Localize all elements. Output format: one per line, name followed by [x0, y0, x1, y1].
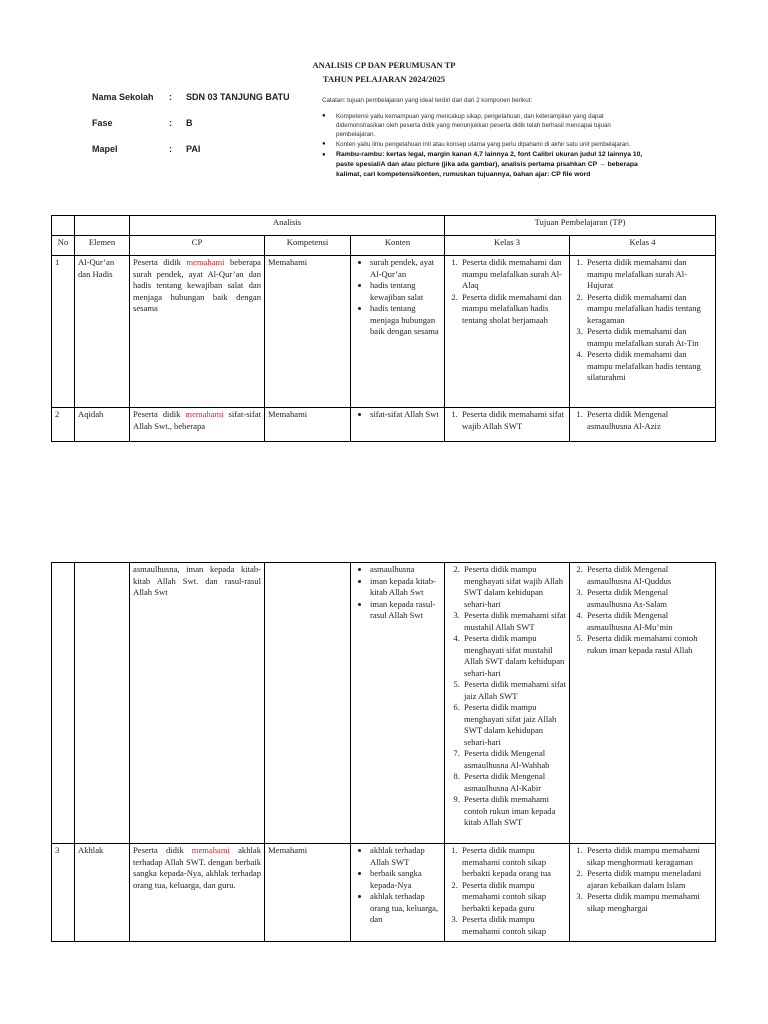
notes-list — [322, 112, 648, 180]
col-header-konten: Konten — [351, 236, 445, 256]
cp-text: akhlak terhadap Allah SWT. dengan berbaik sangka kepada-Nya, akhlak terhadap orang tua, keluarga, dan guru. — [133, 845, 262, 890]
list-item: 1. Peserta didik memahami dan mampu melafalkan surah Al-Alaq — [460, 257, 566, 292]
cell-konten — [351, 844, 445, 942]
cell-kelas4 — [570, 408, 716, 442]
list-item: 8. Peserta didik Mengenal asmaulhusna Al-Kabir — [462, 771, 566, 794]
info-label: Fase — [92, 118, 113, 128]
list-item: 7. Peserta didik Mengenal asmaulhusna Al-Wahhab — [462, 748, 566, 771]
list-item: • iman kepada kitab-kitab Allah Swt — [370, 576, 441, 599]
note-item: ● Rambu-rambu: kertas legal, margin kanan 4,7 lainnya 2, font Calibri ukuran judul 12 lainnya 10, paste spesial/A dan atau picture (jika ada gambar), analisis pertama pisahkan CP → beberapa kalimat, cari kompetensi/konten, rumuskan tujuannya, bahan ajar: CP file word — [322, 150, 648, 180]
cell-elemen: Al-Qur’an dan Hadis — [75, 256, 130, 408]
info-colon: : — [169, 92, 172, 102]
cp-keyword: memahami — [186, 257, 225, 267]
cp-text: beberapa surah pendek, ayat Al-Qur’an dan hadis tentang kewajiban salat dan menjaga hubungan baik dengan sesama — [133, 257, 261, 313]
cell-kelas3 — [445, 844, 570, 942]
cell-kelas4 — [570, 256, 716, 408]
list-item: • hadis tentang kewajiban salat — [370, 280, 441, 303]
list-item: 4. Peserta didik mampu menghayati sifat mustahil Allah SWT dalam kehidupan sehari-hari — [462, 633, 566, 679]
table-row — [52, 563, 716, 844]
cell-kompetensi: Memahami — [265, 844, 351, 942]
cell-elemen: Aqidah — [75, 408, 130, 442]
list-item: 5. Peserta didik memahami contoh rukun iman kepada rasul Allah — [585, 633, 712, 656]
group-header-tp: Tujuan Pembelajaran (TP) — [445, 216, 716, 236]
list-item: 1. Peserta didik mampu memahami contoh sikap berbakti kepada orang tua — [460, 845, 566, 880]
col-header-cp: CP — [130, 236, 265, 256]
list-item: 3. Peserta didik memahami dan mampu melafalkan surah At-Tin — [585, 326, 712, 349]
cell-no: 3 — [52, 844, 75, 942]
list-item: • asmaulhusna — [370, 564, 441, 576]
list-item: 3. Peserta didik memahami sifat mustahil Allah SWT — [462, 610, 566, 633]
cell-no: 2 — [52, 408, 75, 442]
info-colon: : — [169, 144, 172, 154]
list-item: 1. Peserta didik Mengenal asmaulhusna Al-Aziz — [585, 409, 712, 432]
list-item: 2. Peserta didik Mengenal asmaulhusna Al-Quddus — [585, 564, 712, 587]
cell-kelas3 — [445, 408, 570, 442]
notes-heading: Catatan: tujuan pembelajaran yang ideal terdiri dari dari 2 komponen berikut: — [322, 97, 533, 104]
list-item: • iman kepada rasul-rasul Allah Swt — [370, 599, 441, 622]
cell-kompetensi: Memahami — [265, 408, 351, 442]
analysis-table-part-1 — [51, 215, 716, 442]
cp-text: sifat-sifat Allah Swt., beberapa — [133, 409, 261, 431]
note-item: ● Kompetensi yaitu kemampuan yang mencakup sikap, pengetahuan, dan keterampilan yang dapat didemonstrasikan oleh peserta didik yang menunjukkan peserta didik telah berhasil mencapai tujuan pembelajaran. — [322, 112, 648, 139]
title-line-2: TAHUN PELAJARAN 2024/2025 — [322, 74, 446, 84]
info-value: PAI — [186, 144, 201, 154]
cell-konten — [351, 563, 445, 844]
list-item: • sifat-sifat Allah Swt — [370, 409, 441, 421]
cp-text: Peserta didik — [133, 257, 181, 267]
col-header-no: No — [52, 236, 75, 256]
table-row — [52, 256, 716, 408]
cell-elemen: Akhlak — [75, 844, 130, 942]
list-item: • berbaik sangka kepada-Nya — [370, 868, 441, 891]
list-item: • akhlak terhadap orang tua, keluarga, dan — [370, 891, 441, 926]
table-group-header-row — [52, 216, 716, 236]
cell-kelas4 — [570, 844, 716, 942]
table-header-row — [52, 236, 716, 256]
info-value: SDN 03 TANJUNG BATU — [186, 92, 290, 102]
list-item: • akhlak terhadap Allah SWT — [370, 845, 441, 868]
cell-kelas3 — [445, 563, 570, 844]
list-item: 1. Peserta didik mampu memahami sikap menghormati keragaman — [585, 845, 712, 868]
list-item: • surah pendek, ayat Al-Qur’an — [370, 257, 441, 280]
list-item: 2. Peserta didik mampu meneladani ajaran kebaikan dalam Islam — [585, 868, 712, 891]
cell-konten — [351, 408, 445, 442]
cell-cp: asmaulhusna, iman kepada kitab-kitab Allah Swt. dan rasul-rasul Allah Swt — [130, 563, 265, 844]
info-colon: : — [169, 118, 172, 128]
info-label: Nama Sekolah — [92, 92, 154, 102]
table-row — [52, 844, 716, 942]
title-line-1: ANALISIS CP DAN PERUMUSAN TP — [312, 60, 456, 70]
col-header-elemen: Elemen — [75, 236, 130, 256]
cp-keyword: memahami — [185, 409, 224, 419]
list-item: 2. Peserta didik memahami dan mampu melafalkan hadis tentang keragaman — [585, 292, 712, 327]
col-header-kelas3: Kelas 3 — [445, 236, 570, 256]
cp-text: Peserta didik — [133, 845, 184, 855]
cell-kelas4 — [570, 563, 716, 844]
cell-konten — [351, 256, 445, 408]
cell-cp — [130, 844, 265, 942]
note-item: ● Konten yaitu ilmu pengetahuan inti atau konsep utama yang perlu dipahami di akhir satu unit pembelajaran. — [322, 140, 648, 149]
list-item: 3. Peserta didik mampu memahami sikap menghargai — [585, 891, 712, 914]
cell-kompetensi: Memahami — [265, 256, 351, 408]
list-item: 2. Peserta didik mampu menghayati sifat wajib Allah SWT dalam kehidupan sehari-hari — [462, 564, 566, 610]
list-item: 2. Peserta didik memahami dan mampu melafalkan hadis tentang sholat berjamaah — [460, 292, 566, 327]
col-header-kelas4: Kelas 4 — [570, 236, 716, 256]
cell-kelas3 — [445, 256, 570, 408]
list-item: 1. Peserta didik memahami dan mampu melafalkan surah Al-Hujurat — [585, 257, 712, 292]
group-header-analisis: Analisis — [130, 216, 445, 236]
list-item: 1. Peserta didik memahami sifat wajib Allah SWT — [460, 409, 566, 432]
list-item: • hadis tentang menjaga hubungan baik dengan sesama — [370, 303, 441, 338]
cell-cp — [130, 256, 265, 408]
list-item: 4. Peserta didik Mengenal asmaulhusna Al-Mu’min — [585, 610, 712, 633]
list-item: 5. Peserta didik memahami sifat jaiz Allah SWT — [462, 679, 566, 702]
notes-block — [322, 96, 648, 181]
cell-no: 1 — [52, 256, 75, 408]
list-item: 3. Peserta didik mampu memahami contoh sikap — [460, 914, 566, 937]
table-row — [52, 408, 716, 442]
document-title — [0, 58, 768, 86]
analysis-table-part-2 — [51, 562, 716, 942]
info-label: Mapel — [92, 144, 118, 154]
info-value: B — [186, 118, 193, 128]
cp-keyword: memahami — [191, 845, 230, 855]
list-item: 6. Peserta didik mampu menghayati sifat jaiz Allah SWT dalam kehidupan sehari-hari — [462, 702, 566, 748]
col-header-kompetensi: Kompetensi — [265, 236, 351, 256]
list-item: 2. Peserta didik mampu memahami contoh sikap berbakti kepada guru — [460, 880, 566, 915]
list-item: 4. Peserta didik memahami dan mampu melafalkan hadis tentang silaturahmi — [585, 349, 712, 384]
list-item: 9. Peserta didik memahami contoh rukun iman kepada kitab Allah SWT — [462, 794, 566, 829]
cell-cp — [130, 408, 265, 442]
cp-text: Peserta didik — [133, 409, 181, 419]
list-item: 3. Peserta didik Mengenal asmaulhusna As-Salam — [585, 587, 712, 610]
